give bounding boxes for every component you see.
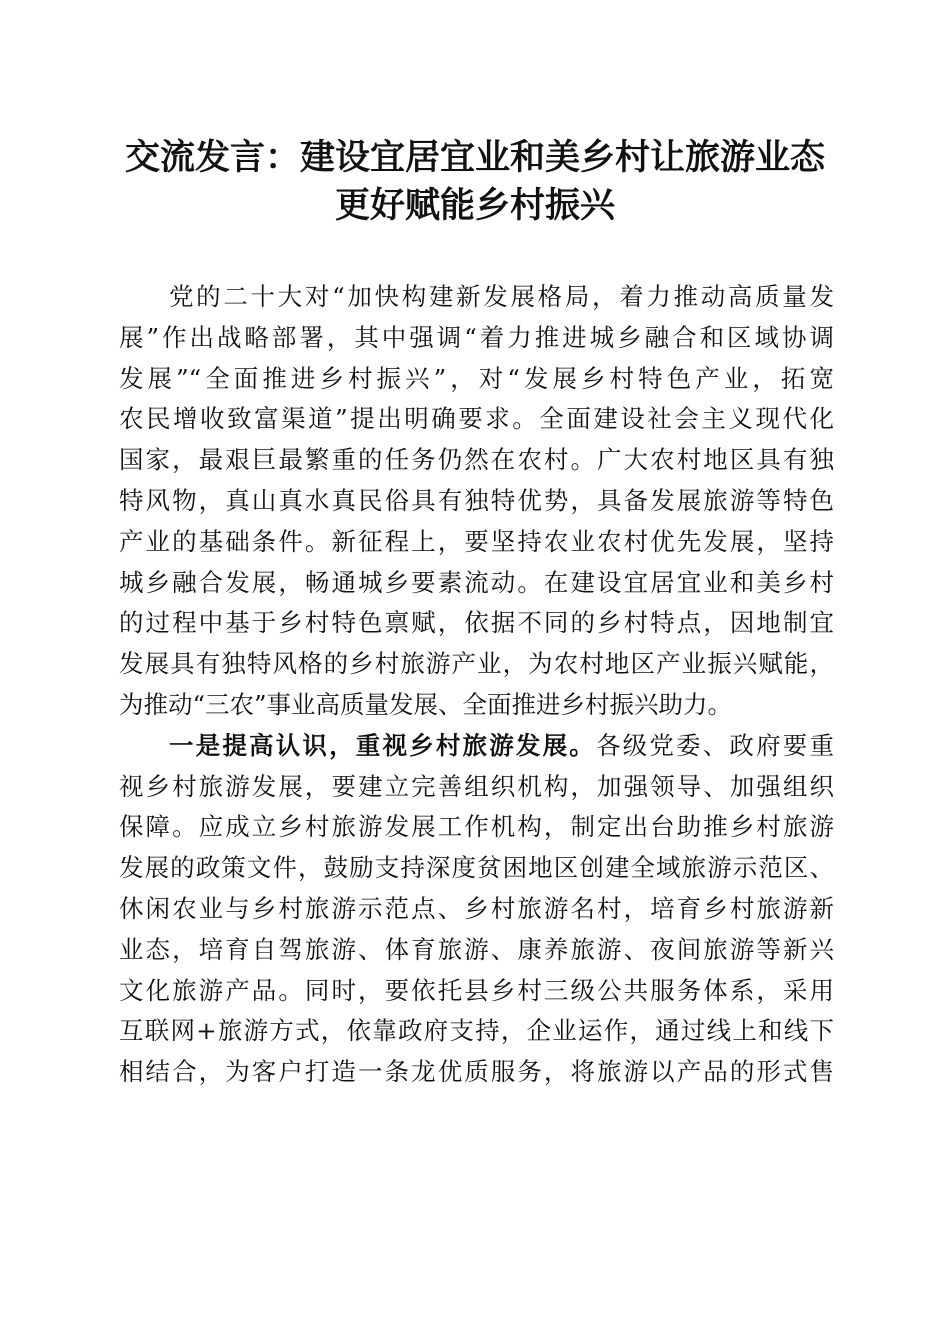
paragraph-1-line: 产业的基础条件。新征程上，要坚持农业农村优先发展，坚持 — [119, 526, 834, 556]
paragraph-1-line: 为推动“三农”事业高质量发展、全面推进乡村振兴助力。 — [119, 689, 733, 719]
paragraph-1-line: 党的二十大对“加快构建新发展格局，着力推动高质量发 — [169, 282, 834, 311]
paragraph-2-first-line — [119, 726, 834, 767]
paragraph-2-line: 视乡村旅游发展，要建立完善组织机构，加强领导、加强组织 — [119, 771, 834, 801]
paragraph-1-line: 发展具有独特风格的乡村旅游产业，为农村地区产业振兴赋能， — [119, 649, 834, 679]
title-line-1: 交流发言：建设宜居宜业和美乡村让旅游业态 — [124, 137, 825, 178]
paragraph-2-line: 休闲农业与乡村旅游示范点、乡村旅游名村，培育乡村旅游新 — [119, 893, 834, 923]
paragraph-2 — [119, 726, 834, 1093]
paragraph-1-line: 特风物，真山真水真民俗具有独特优势，具备发展旅游等特色 — [119, 485, 834, 515]
document-title — [100, 134, 850, 230]
paragraph-1-line: 展”作出战略部署，其中强调“着力推进城乡融合和区域协调 — [119, 322, 834, 352]
paragraph-2-heading: 一是提高认识，重视乡村旅游发展。 — [169, 730, 596, 760]
paragraph-1-line: 城乡融合发展，畅通城乡要素流动。在建设宜居宜业和美乡村 — [119, 567, 834, 597]
paragraph-2-line: 业态，培育自驾旅游、体育旅游、康养旅游、夜间旅游等新兴 — [119, 934, 834, 964]
paragraph-1-line: 发展”“全面推进乡村振兴”，对“发展乡村特色产业，拓宽 — [119, 363, 834, 393]
paragraph-1-line: 国家，最艰巨最繁重的任务仍然在农村。广大农村地区具有独 — [119, 445, 834, 475]
paragraph-2-line: 保障。应成立乡村旅游发展工作机构，制定出台助推乡村旅游 — [119, 812, 834, 842]
paragraph-2-line: 发展的政策文件，鼓励支持深度贫困地区创建全域旅游示范区、 — [119, 853, 834, 883]
paragraph-2-line: 相结合，为客户打造一条龙优质服务，将旅游以产品的形式售 — [119, 1057, 834, 1087]
paragraph-2-line: 文化旅游产品。同时，要依托县乡村三级公共服务体系，采用 — [119, 975, 834, 1005]
title-line-2: 更好赋能乡村振兴 — [334, 185, 615, 226]
paragraph-1-line: 的过程中基于乡村特色禀赋，依据不同的乡村特点，因地制宜 — [119, 608, 834, 638]
paragraph-1-line: 农民增收致富渠道”提出明确要求。全面建设社会主义现代化 — [119, 404, 834, 434]
document-body — [119, 277, 834, 1093]
paragraph-1 — [119, 277, 834, 726]
paragraph-2-line: 互联网+旅游方式，依靠政府支持，企业运作，通过线上和线下 — [119, 1016, 834, 1046]
paragraph-2-first-rest: 各级党委、政府要重 — [596, 730, 834, 760]
